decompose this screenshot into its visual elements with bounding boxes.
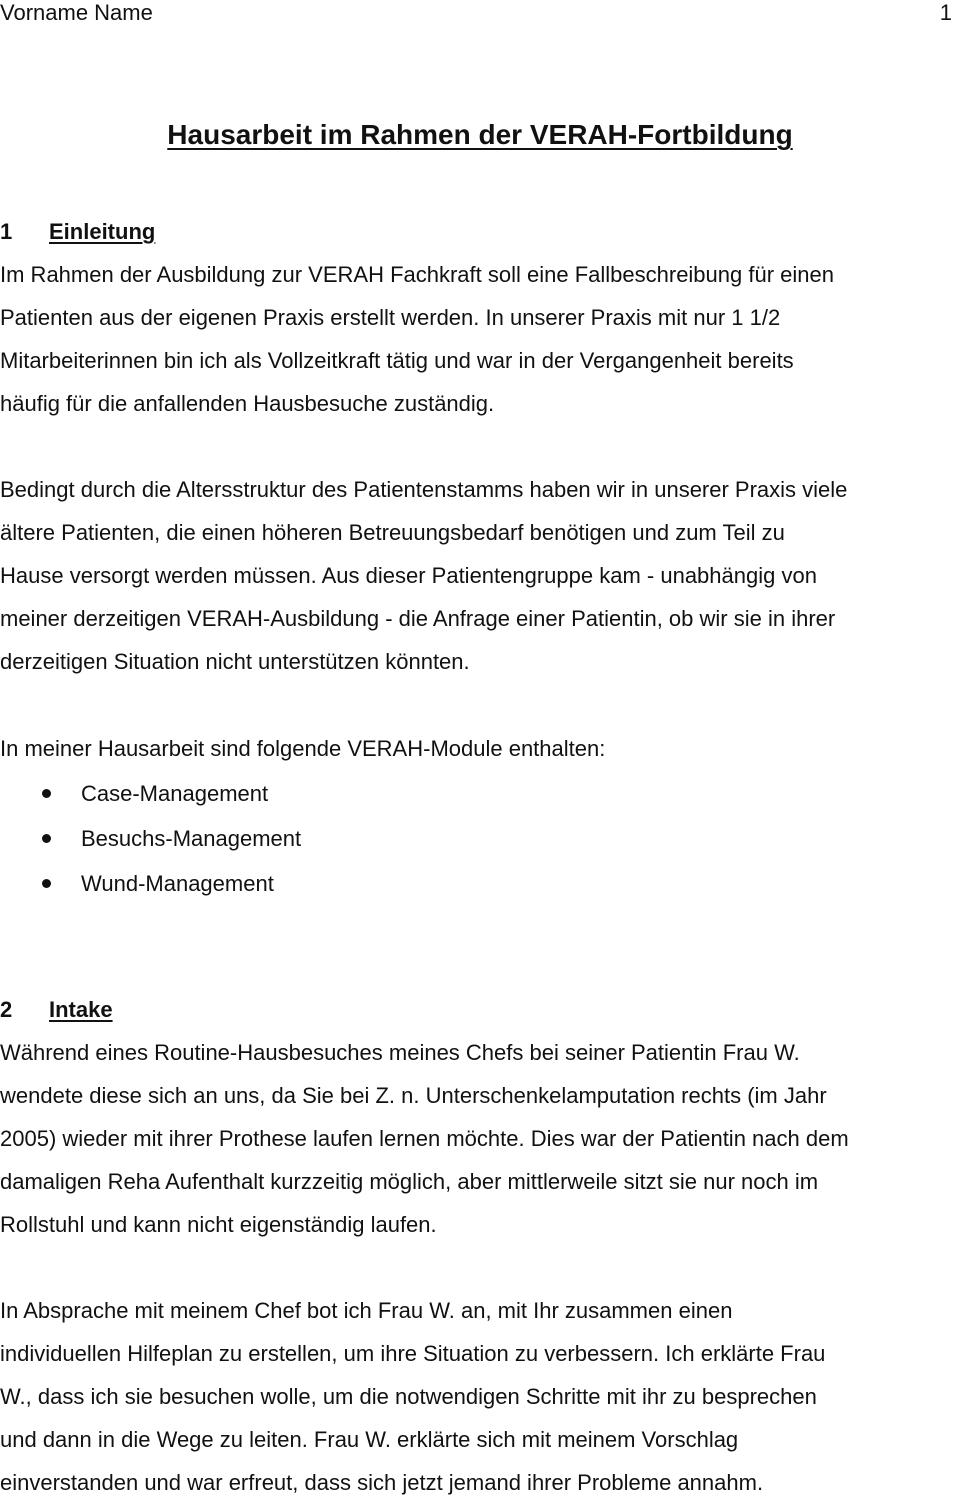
text-line: Rollstuhl und kann nicht eigenständig laufen. [0,1212,437,1237]
section-number: 2 [0,997,13,1022]
paragraph-intro [0,253,960,425]
section-number: 1 [0,219,13,244]
section-title: Einleitung [49,219,156,244]
document-title: Hausarbeit im Rahmen der VERAH-Fortbildung [167,119,793,150]
section-heading-einleitung [0,216,155,248]
text-line: Bedingt durch die Altersstruktur des Patientenstamms haben wir in unserer Praxis viele [0,477,848,502]
text-line: einverstanden und war erfreut, dass sich jetzt jemand ihrer Probleme annahm. [0,1470,764,1495]
text-line: Mitarbeiterinnen bin ich als Vollzeitkraft tätig und war in der Vergangenheit bereits [0,348,794,373]
text-line: und dann in die Wege zu leiten. Frau W. erklärte sich mit meinem Vorschlag [0,1427,739,1452]
bullet-icon [42,834,51,843]
text-line: ältere Patienten, die einen höheren Betreuungsbedarf benötigen und zum Teil zu [0,520,785,545]
list-item [0,861,900,906]
page-header [0,0,960,26]
modules-list [0,771,900,906]
section-heading-intake [0,994,113,1026]
text-line: 2005) wieder mit ihrer Prothese laufen lernen möchte. Dies war der Patientin nach dem [0,1126,849,1151]
paragraph-modules-intro [0,727,960,770]
text-line: wendete diese sich an uns, da Sie bei Z. n. Unterschenkelamputation rechts (im Jahr [0,1083,827,1108]
text-line: derzeitigen Situation nicht unterstützen könnten. [0,649,470,674]
list-item [0,771,900,816]
text-line: Während eines Routine-Hausbesuches meines Chefs bei seiner Patientin Frau W. [0,1040,800,1065]
list-item-label: Besuchs-Management [81,826,302,851]
text-line: meiner derzeitigen VERAH-Ausbildung - die Anfrage einer Patientin, ob wir sie in ihrer [0,606,836,631]
paragraph-absprache [0,1289,960,1504]
text-line: individuellen Hilfeplan zu erstellen, um ihre Situation zu verbessern. Ich erklärte Frau [0,1341,826,1366]
text-line: Im Rahmen der Ausbildung zur VERAH Fachkraft soll eine Fallbeschreibung für einen [0,262,834,287]
text-line: In meiner Hausarbeit sind folgende VERAH-Module enthalten: [0,736,606,761]
list-item-label: Wund-Management [81,871,274,896]
text-line: Hause versorgt werden müssen. Aus dieser Patientengruppe kam - unabhängig von [0,563,817,588]
paragraph-intake [0,1031,960,1246]
text-line: häufig für die anfallenden Hausbesuche zuständig. [0,391,495,416]
text-line: Patienten aus der eigenen Praxis erstellt werden. In unserer Praxis mit nur 1 1/2 [0,305,781,330]
list-item-label: Case-Management [81,781,269,806]
paragraph-altersstruktur [0,468,960,683]
section-title: Intake [49,997,113,1022]
bullet-icon [42,789,51,798]
author-name: Vorname Name [0,0,153,25]
list-item [0,816,900,861]
page-number: 1 [939,0,952,25]
text-line: In Absprache mit meinem Chef bot ich Frau W. an, mit Ihr zusammen einen [0,1298,733,1323]
text-line: damaligen Reha Aufenthalt kurzzeitig möglich, aber mittlerweile sitzt sie nur noch im [0,1169,819,1194]
bullet-icon [42,879,51,888]
text-line: W., dass ich sie besuchen wolle, um die notwendigen Schritte mit ihr zu besprechen [0,1384,817,1409]
